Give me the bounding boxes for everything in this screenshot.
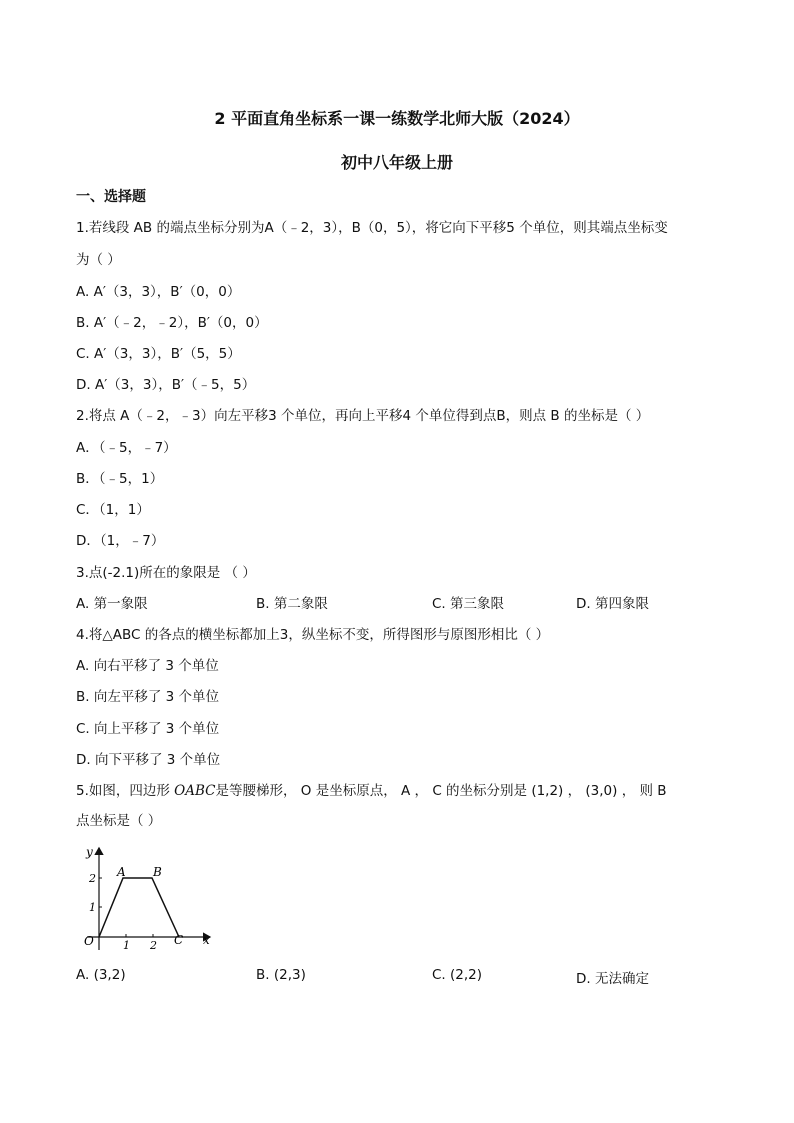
page-title: 2 平面直角坐标系一课一练数学北师大版（2024） (214, 109, 580, 128)
question-2-option-b: B．（﹣5，1） (76, 471, 164, 487)
question-3-stem: 3.点(-2.1)所在的象限是 （ ） (76, 565, 256, 581)
question-3-option-d: D. 第四象限 (576, 596, 649, 612)
question-5-option-b: B. (2,3) (256, 967, 306, 983)
question-1-option-b: B. A′（﹣2，﹣2），B′（0，0） (76, 315, 268, 331)
question-5-shape-name: OABC (174, 783, 216, 799)
question-1-option-a: A. A′（3，3），B′（0，0） (76, 284, 241, 300)
question-4-option-c: C. 向上平移了 3 个单位 (76, 721, 220, 737)
question-1-stem-line-1: 1.若线段 AB 的端点坐标分别为A（﹣2，3），B（0，5），将它向下平移5 个单位，则其端点坐标变 (76, 220, 668, 236)
question-4-option-b: B. 向左平移了 3 个单位 (76, 689, 220, 705)
question-5-option-c: C. (2,2) (432, 967, 483, 983)
y-tick-label-1: 1 (89, 901, 96, 914)
origin-label: O (84, 934, 94, 948)
question-1-stem-line-2: 为（ ） (76, 252, 121, 268)
point-label-a: A (117, 865, 126, 879)
question-5-stem-part-1: 5.如图，四边形 (76, 783, 175, 799)
y-tick-label-2: 2 (89, 872, 96, 885)
question-4-option-a: A. 向右平移了 3 个单位 (76, 658, 219, 674)
question-5-stem-part-2: 是等腰梯形， O 是坐标原点， A ， C 的坐标分别是 (1,2) ， (3,0) ， 则 B (215, 783, 667, 799)
question-2-option-a: A．（﹣5，﹣7） (76, 440, 177, 456)
section-heading: 一、选择题 (76, 189, 146, 205)
point-label-b: B (153, 865, 162, 879)
x-axis-label: x (203, 933, 210, 947)
question-1-option-d: D. A′（3，3），B′（﹣5，5） (76, 377, 256, 393)
question-2-option-d: D．（1，﹣7） (76, 533, 165, 549)
x-tick-label-2: 2 (150, 939, 157, 952)
question-5-option-d: D. 无法确定 (576, 971, 649, 987)
question-3-option-a: A. 第一象限 (76, 596, 148, 612)
trapezoid-figure (70, 838, 230, 956)
trapezoid-oabc (99, 878, 179, 937)
question-5-option-a: A. (3,2) (76, 967, 126, 983)
y-axis-label: y (86, 845, 93, 859)
question-1-option-c: C. A′（3，3），B′（5，5） (76, 346, 241, 362)
question-3-option-b: B. 第二象限 (256, 596, 328, 612)
question-4-stem: 4.将△ABC 的各点的横坐标都加上3，纵坐标不变，所得图形与原图形相比（ ） (76, 627, 550, 643)
page-subtitle: 初中八年级上册 (340, 153, 453, 172)
x-tick-label-1: 1 (123, 939, 130, 952)
point-label-c: C (174, 933, 184, 947)
question-4-option-d: D. 向下平移了 3 个单位 (76, 752, 221, 768)
question-2-option-c: C．（1，1） (76, 502, 150, 518)
question-5-stem-line-2: 点坐标是（ ） (76, 813, 162, 829)
question-5-stem-line-1 (76, 779, 667, 799)
question-2-stem: 2.将点 A（﹣2，﹣3）向左平移3 个单位，再向上平移4 个单位得到点B，则点 B 的坐标是（ ） (76, 408, 650, 424)
question-3-option-c: C. 第三象限 (432, 596, 505, 612)
